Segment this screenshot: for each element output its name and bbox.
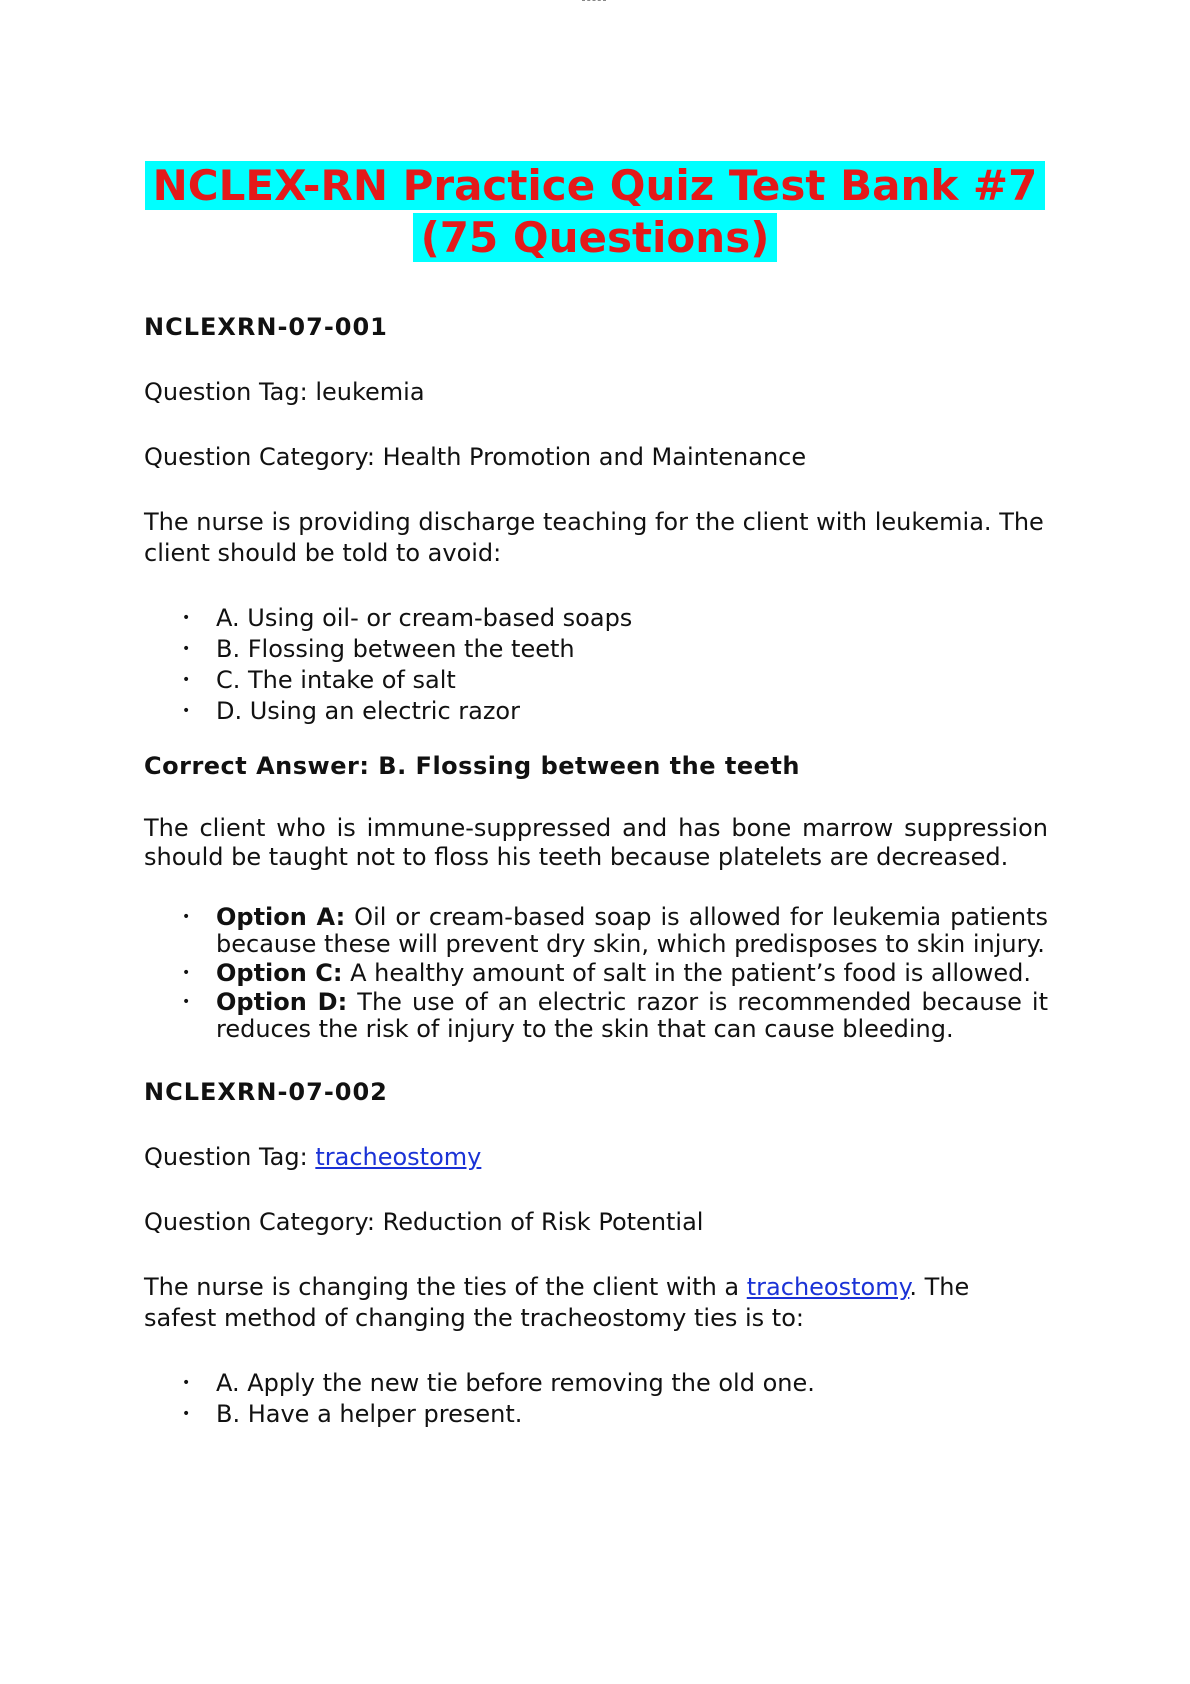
explanation-option-d [144, 989, 1048, 1043]
option-d: • D. Using an electric razor [144, 696, 1048, 727]
option-a: • A. Apply the new tie before removing the old one. [144, 1368, 1048, 1399]
explanation-option-a [144, 904, 1048, 958]
question-tag-link[interactable]: tracheostomy [315, 1143, 482, 1171]
question-tag [144, 377, 1048, 408]
question-category [144, 442, 1048, 473]
explanation-label: Option C: [216, 959, 343, 987]
question-stem: The nurse is providing discharge teaching for the client with leukemia. The client should be told to avoid: [144, 508, 1044, 567]
question-id: NCLEXRN-07-002 [144, 1078, 388, 1106]
option-b: • B. Have a helper present. [144, 1399, 1048, 1430]
rationale: The client who is immune-suppressed and has bone marrow suppression should be taught not to floss his teeth because platelets are decreased. [144, 814, 1048, 871]
question-category [144, 1207, 1048, 1238]
explanation-label: Option D: [216, 988, 348, 1016]
page-header-mark [582, 0, 606, 3]
question-tag-label: Question Tag: [144, 378, 308, 406]
question-category-label: Question Category: [144, 443, 375, 471]
answer-options [144, 603, 1048, 727]
answer-options [144, 1368, 1048, 1430]
title-line-1: NCLEX-RN Practice Quiz Test Bank #7 [145, 161, 1046, 210]
option-c: • C. The intake of salt [144, 665, 1048, 696]
explanation-text: The use of an electric razor is recommended because it reduces the risk of injury to the skin that can cause bleeding. [216, 988, 1049, 1043]
explanation-label: Option A: [216, 903, 346, 931]
document-title [120, 160, 1070, 264]
stem-text-after: . The safest method of changing the tracheostomy ties is to: [144, 1273, 970, 1332]
question-category-value: Health Promotion and Maintenance [382, 443, 807, 471]
question-tag-label: Question Tag: [144, 1143, 308, 1171]
explanation-text: Oil or cream-based soap is allowed for leukemia patients because these will prevent dry skin, which predisposes to skin injury. [216, 903, 1049, 958]
question-stem [144, 1272, 1048, 1334]
option-explanations [144, 904, 1048, 1043]
explanation-option-c [144, 960, 1048, 987]
document-body [144, 312, 1048, 1454]
correct-answer: Correct Answer: B. Flossing between the teeth [144, 752, 800, 780]
stem-text-before: The nurse is changing the ties of the client with a [144, 1273, 740, 1301]
explanation-text: A healthy amount of salt in the patient’s food is allowed. [350, 959, 1031, 987]
option-b: • B. Flossing between the teeth [144, 634, 1048, 665]
question-tag [144, 1142, 1048, 1173]
option-a: • A. Using oil- or cream-based soaps [144, 603, 1048, 634]
question-category-value: Reduction of Risk Potential [382, 1208, 704, 1236]
question-id: NCLEXRN-07-001 [144, 313, 388, 341]
question-tag-value: leukemia [315, 378, 425, 406]
title-line-2: (75 Questions) [413, 213, 778, 262]
stem-tracheostomy-link[interactable]: tracheostomy [746, 1273, 910, 1301]
question-category-label: Question Category: [144, 1208, 375, 1236]
